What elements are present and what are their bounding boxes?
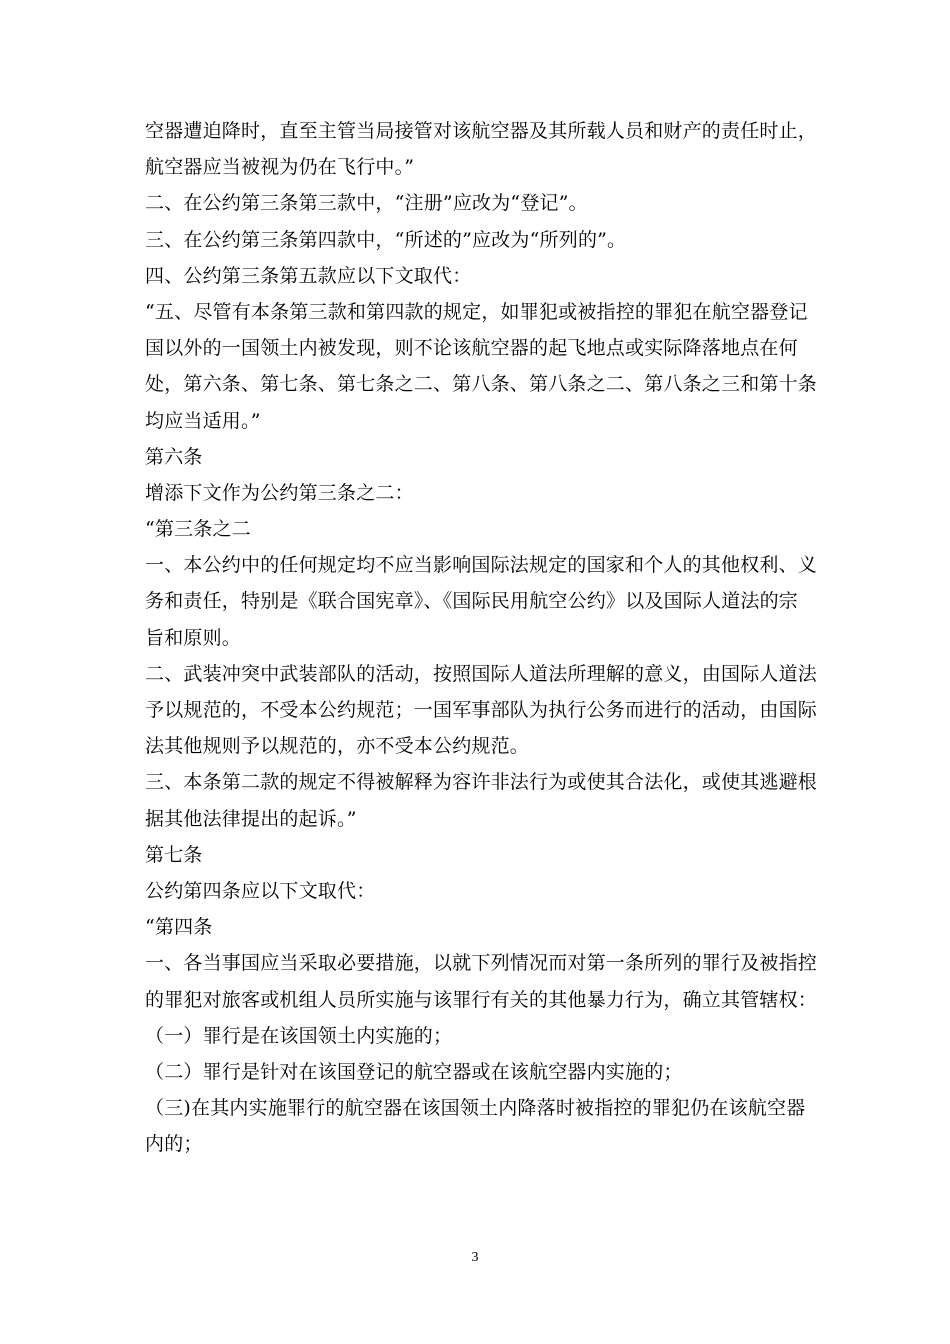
article-heading: 第七条 [145,843,203,866]
text-line: 航空器应当被视为仍在飞行中。” [145,156,415,179]
text-line: 的罪犯对旅客或机组人员所实施与该罪行有关的其他暴力行为，确立其管辖权： [145,988,818,1011]
text-line: 国以外的一国领土内被发现，则不论该航空器的起飞地点或实际降落地点在何 [145,337,798,360]
text-line: 二、在公约第三条第三款中，“注册”应改为“登记”。 [145,192,588,215]
text-line: 二、武装冲突中武装部队的活动，按照国际人道法所理解的意义，由国际人道法 [145,662,818,685]
text-line: 务和责任，特别是《联合国宪章》、《国际民用航空公约》以及国际人道法的宗 [145,590,799,613]
text-line: 据其他法律提出的起诉。” [145,807,357,830]
text-line: 三、本条第二款的规定不得被解释为容许非法行为或使其合法化，或使其逃避根 [145,771,818,794]
text-line: “第四条 [145,916,213,939]
text-line: （一）罪行是在该国领土内实施的； [145,1024,453,1047]
article-heading: 第六条 [145,445,203,468]
text-line: 予以规范的，不受本公约规范；一国军事部队为执行公务而进行的活动，由国际 [145,699,818,721]
text-line: 均应当适用。” [145,409,261,432]
page-number: 3 [471,1250,479,1265]
text-line: 内的； [145,1133,203,1156]
text-line: 三、在公约第三条第四款中，“所述的”应改为“所列的”。 [145,228,627,251]
document-body [145,113,818,1162]
text-line: 公约第四条应以下文取代： [145,879,376,902]
text-line: 一、本公约中的任何规定均不应当影响国际法规定的国家和个人的其他权利、义 [145,554,818,577]
text-line: “第三条之二 [145,518,251,541]
text-line: 增添下文作为公约第三条之二： [145,481,414,504]
text-line: 旨和原则。 [145,626,242,649]
text-line: （二）罪行是针对在该国登记的航空器或在该航空器内实施的； [145,1060,683,1083]
text-line: “五、尽管有本条第三款和第四款的规定，如罪犯或被指控的罪犯在航空器登记 [145,300,808,323]
text-line: 四、公约第三条第五款应以下文取代： [145,264,472,287]
text-line: 法其他规则予以规范的，亦不受本公约规范。 [145,735,530,758]
text-line: 处，第六条、第七条、第七条之二、第八条、第八条之二、第八条之三和第十条 [145,373,818,396]
text-line: 一、各当事国应当采取必要措施，以就下列情况而对第一条所列的罪行及被指控 [145,952,818,975]
text-line: 空器遭迫降时，直至主管当局接管对该航空器及其所载人员和财产的责任时止， [145,120,818,142]
text-line: （三)在其内实施罪行的航空器在该国领土内降落时被指控的罪犯仍在该航空器 [145,1097,806,1120]
